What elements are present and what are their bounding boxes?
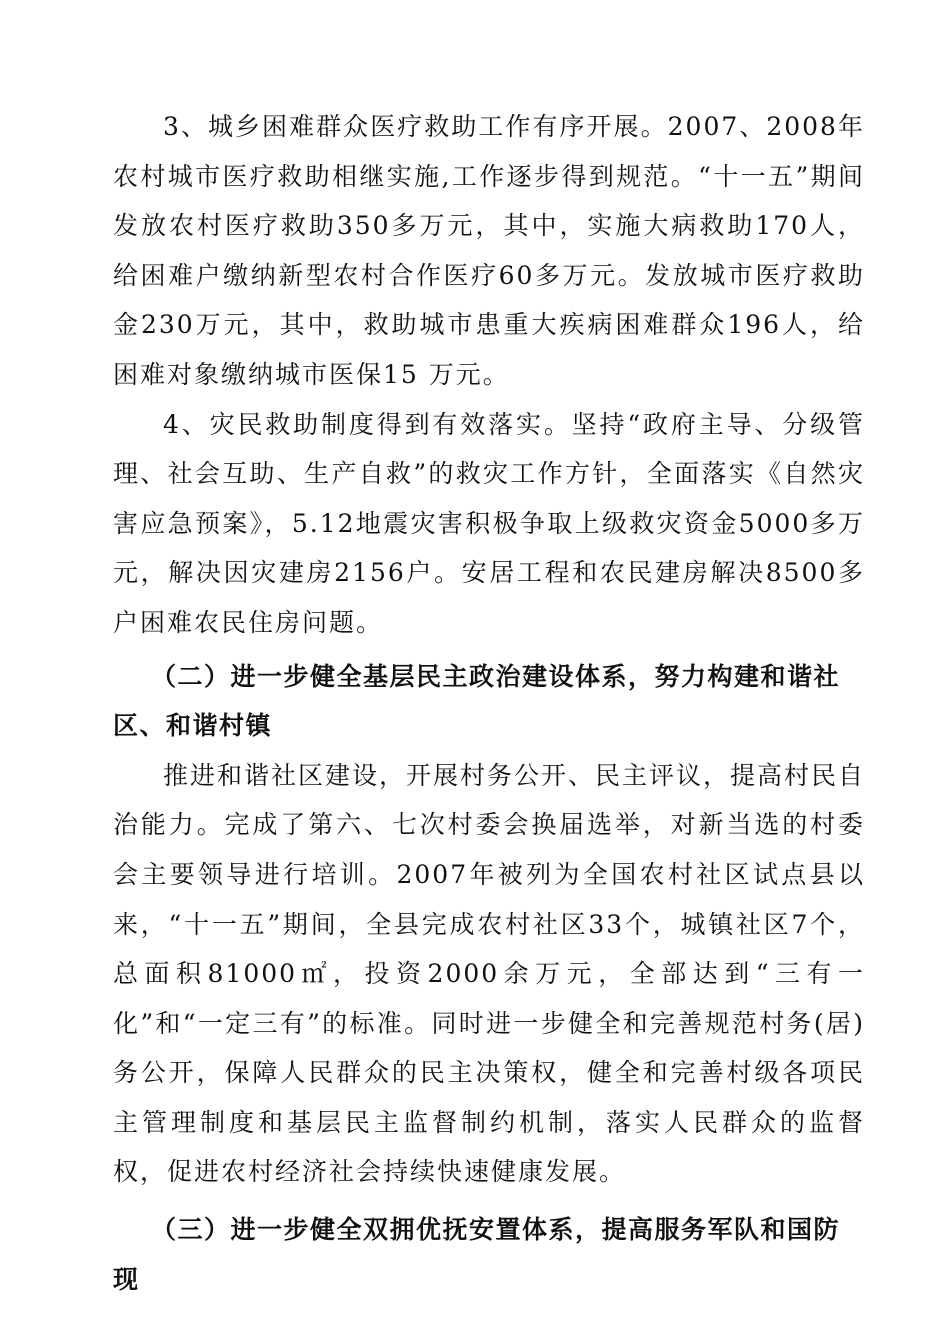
document-page	[113, 102, 865, 1304]
section-heading-2: （二）进一步健全基层民主政治建设体系，努力构建和谐社区、和谐村镇	[113, 661, 841, 741]
paragraph-harmonious-community: 推进和谐社区建设，开展村务公开、民主评议，提高村民自治能力。完成了第六、七次村委会换届选举，对新当选的村委会主要领导进行培训。2007年被列为全国农村社区试点县以来，“十一五”期间，全县完成农村社区33个，城镇社区7个，总面积81000㎡，投资2000余万元，全部达到“三有一化”和“一定三有”的标准。同时进一步健全和完善规范村务(居)务公开，保障人民群众的民主决策权，健全和完善村级各项民主管理制度和基层民主监督制约机制，落实人民群众的监督权，促进农村经济社会持续快速健康发展。	[113, 760, 866, 1187]
paragraph-disaster-relief: 4、灾民救助制度得到有效落实。坚持“政府主导、分级管理、社会互助、生产自救”的救灾工作方针，全面落实《自然灾害应急预案》，5.12地震灾害积极争取上级救灾资金5000多万元，解决因灾建房2156户。安居工程和农民建房解决8500多户困难农民住房问题。	[113, 409, 865, 637]
section-heading-3: （三）进一步健全双拥优抚安置体系，提高服务军队和国防现	[113, 1215, 841, 1294]
paragraph-medical-aid: 3、城乡困难群众医疗救助工作有序开展。2007、2008年农村城市医疗救助相继实施,工作逐步得到规范。“十一五”期间发放农村医疗救助350多万元，其中，实施大病救助170人，给困难户缴纳新型农村合作医疗60多万元。发放城市医疗救助金230万元，其中，救助城市患重大疾病困难群众196人，给困难对象缴纳城市医保15 万元。	[113, 112, 865, 389]
